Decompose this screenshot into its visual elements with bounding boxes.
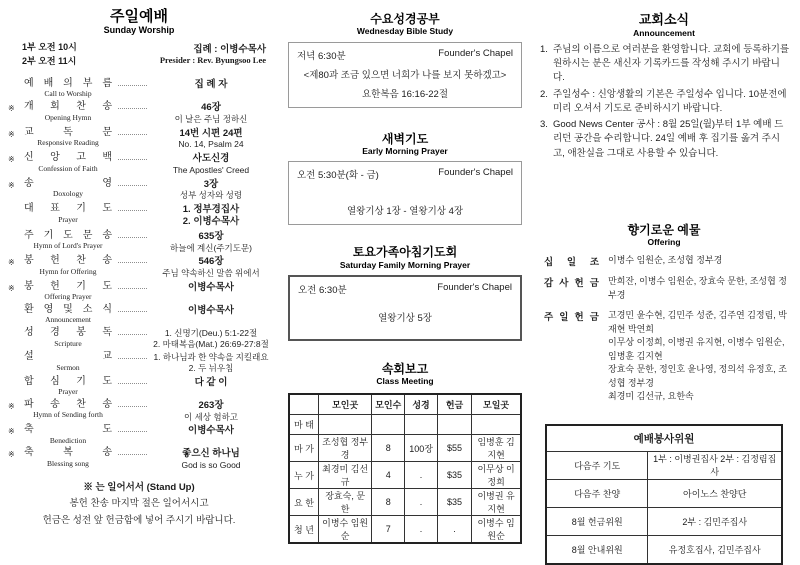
order-value-main: 이병수목사 <box>188 304 234 316</box>
cell-place-met: 최경미 김선규 <box>318 462 371 489</box>
spacer <box>288 108 522 132</box>
stand-mark: ※ <box>8 180 15 190</box>
cell-next-place: 임병훈 김지현 <box>472 435 521 462</box>
announcement-list <box>540 43 790 161</box>
announcement-number: 1. <box>540 43 548 55</box>
announcement-item <box>540 43 790 86</box>
offering-hymn-note: 봉헌 찬송 마지막 절은 일어서시고 <box>69 498 209 510</box>
worship-item-row <box>8 351 270 373</box>
offering-box-note: 헌금은 성전 앞 헌금함에 넣어 주시기 바랍니다. <box>42 515 236 527</box>
order-label-korean: 성 경 봉 독 <box>24 327 112 339</box>
service-committee-table <box>545 424 783 565</box>
order-value-sub: 이 날은 주님 정하신 <box>174 113 248 124</box>
order-label-korean: 봉 헌 기 도 <box>24 280 112 292</box>
class-meeting-table <box>288 393 522 544</box>
order-label-english: Hymn of Lord's Prayer <box>33 241 103 251</box>
order-value <box>152 281 270 294</box>
worship-order-list <box>8 78 270 471</box>
col-header-next-place: 모일곳 <box>472 394 521 415</box>
order-label-english: Prayer <box>58 214 78 224</box>
order-value <box>152 152 270 176</box>
cell-next-place <box>472 415 521 435</box>
order-value <box>152 78 270 91</box>
class-meeting-row <box>289 415 521 435</box>
cell-next-place: 이병권 유지현 <box>472 489 521 516</box>
order-label-english: Benediction <box>49 435 87 445</box>
order-label <box>21 101 115 122</box>
order-value-sub: God is so Good <box>181 460 241 471</box>
order-label <box>21 424 115 445</box>
order-value-sub: The Apostles' Creed <box>172 164 250 175</box>
order-value-sub: 2. 두 뉘우침 <box>188 362 234 373</box>
committee-role: 다음주 찬양 <box>546 479 648 507</box>
worship-item-row <box>8 230 270 254</box>
dotted-leader <box>118 255 147 263</box>
worship-item-row <box>8 152 270 176</box>
class-meeting-subtitle: Class Meeting <box>376 376 434 387</box>
stand-mark: ※ <box>8 104 15 114</box>
order-label-korean: 주 기 도 문 송 <box>24 229 112 241</box>
dotted-leader <box>118 351 147 359</box>
order-value-main: 좋으신 하나님 <box>182 448 240 460</box>
early-prayer-passage: 열왕기상 1장 - 열왕기상 4장 <box>346 206 464 218</box>
order-label <box>21 351 115 372</box>
announcement-text: 주님의 이름으로 여러분을 환영합니다. 교회에 등록하기를 원하시는 분은 새신자 기록카드를 작성해 주시기 바랍니다. <box>553 43 790 84</box>
order-label-korean: 합 심 기 도 <box>24 375 112 387</box>
committee-role: 8월 헌금위원 <box>546 507 648 535</box>
order-label-korean: 교 독 문 <box>24 126 112 138</box>
order-label-english: Hymn for Offering <box>39 266 97 276</box>
order-label-korean: 예 배 의 부 름 <box>24 77 112 89</box>
order-label-english: Hymn of Sending forth <box>33 410 103 420</box>
order-value-main: 3장 <box>203 178 219 190</box>
bible-study-box <box>288 42 522 108</box>
bible-study-title: 수요성경공부 <box>370 12 440 26</box>
order-label-english: Opening Hymn <box>44 112 92 122</box>
order-value <box>152 255 270 279</box>
wednesday-bible-study <box>288 12 522 108</box>
order-label <box>21 399 115 420</box>
col-header-offering: 헌금 <box>437 394 471 415</box>
cell-next-place: 이병수 임원순 <box>472 516 521 544</box>
cell-bible: . <box>405 462 438 489</box>
committee-row <box>546 535 782 564</box>
order-label <box>21 78 115 99</box>
cell-offering: $35 <box>437 462 471 489</box>
worship-item-row <box>8 127 270 151</box>
spacer <box>538 163 790 223</box>
stand-mark: ※ <box>8 155 15 165</box>
offering-section <box>538 223 790 404</box>
sunday-worship-section <box>0 0 272 527</box>
order-value <box>152 304 270 317</box>
order-label-korean: 설 교 <box>24 351 112 363</box>
offering-title: 향기로운 예물 <box>627 222 701 237</box>
sunday-offering-entry <box>538 309 790 404</box>
order-value-main: 546장 <box>198 256 224 268</box>
saturday-prayer-title: 토요가족아침기도회 <box>352 245 458 260</box>
worship-item-row <box>8 78 270 99</box>
stand-mark <box>8 351 21 354</box>
announcement-item <box>540 118 790 161</box>
stand-mark: ※ <box>8 450 15 460</box>
order-value <box>152 399 270 423</box>
order-label <box>21 178 115 199</box>
committee-row <box>546 507 782 535</box>
order-value-main: 이병수목사 <box>188 425 234 437</box>
presider-korean: 집례 : 이병수목사 <box>193 44 266 56</box>
dotted-leader <box>118 152 147 160</box>
cell-bible: 100장 <box>405 435 438 462</box>
order-value-main: 263장 <box>198 399 224 411</box>
early-morning-prayer <box>288 132 522 226</box>
committee-person: 1부 : 이병권집사 2부 : 김정림집사 <box>648 451 782 479</box>
stand-mark: ※ <box>8 258 15 268</box>
stand-mark <box>8 230 21 233</box>
order-label <box>21 376 115 397</box>
early-prayer-box-header <box>297 167 513 181</box>
cell-attendance: 8 <box>372 435 405 462</box>
cell-class-name: 마 가 <box>289 435 318 462</box>
order-value-sub: 2. 이병수목사 <box>182 215 240 227</box>
cell-attendance: 4 <box>372 462 405 489</box>
stand-mark: ※ <box>8 401 15 411</box>
spacer <box>288 225 522 245</box>
sunday-offering-label: 주 일 헌 금 <box>544 312 599 324</box>
saturday-prayer-box-header <box>298 282 512 296</box>
early-prayer-place: Founder's Chapel <box>438 167 513 179</box>
dotted-leader <box>118 230 147 238</box>
worship-item-row <box>8 178 270 202</box>
order-label-korean: 대 표 기 도 <box>24 203 112 215</box>
committee-title: 예배봉사위원 <box>546 425 782 452</box>
committee-title-row <box>546 425 782 452</box>
worship-item-row <box>8 376 270 397</box>
worship-item-row <box>8 255 270 279</box>
early-prayer-box <box>288 161 522 225</box>
order-label-korean: 축 도 <box>24 424 112 436</box>
church-news-subtitle: Announcement <box>633 27 695 38</box>
names-line: 이무상 이정희, 이병권 유지현, 이병수 임원순, 임병훈 김지현 <box>608 337 785 361</box>
order-value <box>152 178 270 202</box>
dotted-leader <box>118 447 147 455</box>
cell-bible <box>405 415 438 435</box>
order-label-english: Prayer <box>58 387 78 397</box>
bible-study-box-header <box>297 48 513 62</box>
service-time-2: 2부 오전 11시 <box>22 55 77 66</box>
order-label-english: Offering Prayer <box>44 292 92 302</box>
news-section <box>532 0 800 555</box>
committee-person: 유정호집사, 김민주집사 <box>648 535 782 564</box>
sunday-offering-names <box>608 309 790 404</box>
cell-offering: . <box>437 516 471 544</box>
dotted-leader <box>118 127 147 135</box>
stand-mark: ※ <box>8 283 15 293</box>
cell-bible: . <box>405 516 438 544</box>
order-label-korean: 개 회 찬 송 <box>24 101 112 113</box>
dotted-leader <box>118 399 147 407</box>
dotted-leader <box>118 78 147 86</box>
cell-place-met: 조성협 정부경 <box>318 435 371 462</box>
cell-place-met: 장효숙, 문한 <box>318 489 371 516</box>
order-value-main: 집 례 자 <box>194 78 228 90</box>
weekly-meetings-section <box>272 0 532 542</box>
dotted-leader <box>118 178 147 186</box>
announcement-number: 2. <box>540 88 548 100</box>
class-meeting-row <box>289 462 521 489</box>
worship-item-row <box>8 203 270 228</box>
cell-class-name: 누 가 <box>289 462 318 489</box>
order-value-main: 1. 신명기(Deu.) 5:1-22절 <box>164 328 258 339</box>
stand-mark: ※ <box>8 129 15 139</box>
stand-mark <box>8 203 21 206</box>
order-label <box>21 327 115 348</box>
order-label-korean: 송 영 <box>24 177 112 189</box>
stand-mark <box>8 327 21 330</box>
worship-item-row <box>8 399 270 423</box>
saturday-family-prayer <box>288 245 522 341</box>
saturday-prayer-passage: 열왕기상 5장 <box>378 312 432 324</box>
church-news <box>538 12 790 161</box>
order-value-sub: 성부 성자와 성령 <box>179 190 243 201</box>
names-line: 장효숙 문한, 정인호 윤나영, 정의석 유정호, 조성협 정부경 <box>608 364 787 388</box>
cell-offering: $55 <box>437 435 471 462</box>
order-label-english: Doxology <box>53 189 83 199</box>
cell-place-met <box>318 415 371 435</box>
stand-mark <box>8 78 21 81</box>
order-label-english: Confession of Faith <box>38 163 98 173</box>
names-line: 이병수 임원순, 조성협 정부경 <box>608 255 723 266</box>
cell-class-name: 마 태 <box>289 415 318 435</box>
bible-study-time: 저녁 6:30분 <box>297 50 346 62</box>
service-times <box>22 41 77 69</box>
order-value <box>152 203 270 228</box>
cell-class-name: 요 한 <box>289 489 318 516</box>
order-value <box>152 376 270 389</box>
worship-footnotes <box>8 480 270 530</box>
names-line: 최경미 김선규, 요한속 <box>608 391 694 402</box>
class-meeting-row <box>289 489 521 516</box>
cell-offering <box>437 415 471 435</box>
stand-mark <box>8 376 21 379</box>
saturday-prayer-box <box>288 275 522 341</box>
committee-role: 다음주 기도 <box>546 451 648 479</box>
worship-item-row <box>8 424 270 445</box>
cell-class-name: 청 년 <box>289 516 318 544</box>
order-value <box>152 127 270 151</box>
thanksgiving-names <box>608 275 790 302</box>
names-line: 고경민 윤수현, 김민주 성준, 김주연 김정림, 박재현 박연희 <box>608 310 787 334</box>
col-header-attendance: 모인수 <box>372 394 405 415</box>
announcement-text: 주일성수 : 신앙생활의 기본은 주일성수 입니다. 10분전에 미리 오셔서 기도로 준비하시기 바랍니다. <box>553 88 787 114</box>
bible-study-passage: 요한복음 16:16-22절 <box>361 88 449 100</box>
service-time-1: 1부 오전 10시 <box>22 42 77 53</box>
class-meeting-report <box>288 362 522 545</box>
order-value-sub: 하늘에 계신(주기도문) <box>170 242 252 253</box>
committee-row <box>546 479 782 507</box>
order-value-main: 1. 정부경집사 <box>182 204 240 216</box>
worship-item-row <box>8 304 270 325</box>
church-news-title: 교회소식 <box>638 12 690 27</box>
announcement-text: Good News Center 공사 : 8월 25일(월)부터 1부 예배 드리던 공간을 수리합니다. 24일 예배 후 집기를 옮겨 주시고, 애찬실을 그대로 사용할 수 있습니다. <box>553 119 784 159</box>
order-value <box>152 424 270 437</box>
order-value <box>152 351 270 373</box>
cell-place-met: 이병수 임원순 <box>318 516 371 544</box>
early-prayer-title: 새벽기도 <box>381 131 429 146</box>
order-label-english: Responsive Reading <box>37 138 99 148</box>
col-header-place-met: 모인곳 <box>318 394 371 415</box>
bible-study-place: Founder's Chapel <box>438 47 513 59</box>
order-value-main: 1. 하나님과 한 약속을 지킬래요 <box>153 352 269 363</box>
announcement-number: 3. <box>540 119 548 131</box>
dotted-leader <box>118 203 147 211</box>
worship-item-row <box>8 447 270 471</box>
dotted-leader <box>118 281 147 289</box>
bible-study-subtitle: Wednesday Bible Study <box>356 26 454 37</box>
early-prayer-subtitle: Early Morning Prayer <box>362 145 448 156</box>
stand-mark <box>8 304 21 307</box>
worship-item-row <box>8 327 270 349</box>
sunday-worship-subtitle: Sunday Worship <box>103 25 175 36</box>
cell-attendance: 7 <box>372 516 405 544</box>
order-value-main: 다 같 이 <box>194 376 228 388</box>
committee-person: 2부 : 김민주집사 <box>648 507 782 535</box>
order-label <box>21 281 115 302</box>
order-label <box>21 230 115 251</box>
order-label-korean: 파 송 찬 송 <box>24 398 112 410</box>
order-label <box>21 255 115 276</box>
saturday-prayer-subtitle: Saturday Family Morning Prayer <box>339 259 471 270</box>
dotted-leader <box>118 101 147 109</box>
order-value-sub: 이 세상 험하고 <box>184 411 238 422</box>
order-label <box>21 152 115 173</box>
saturday-prayer-place: Founder's Chapel <box>437 281 512 293</box>
names-line: 만희잔, 이병수 임원순, 장효숙 문한, 조성협 정부경 <box>608 276 787 300</box>
cell-attendance <box>372 415 405 435</box>
order-value-sub: No. 14, Psalm 24 <box>178 139 244 150</box>
offering-subtitle: Offering <box>647 237 681 248</box>
committee-row <box>546 451 782 479</box>
tithe-names <box>608 254 790 268</box>
dotted-leader <box>118 327 147 335</box>
order-label-english: Call to Worship <box>44 89 92 99</box>
cell-offering: $35 <box>437 489 471 516</box>
thanksgiving-label: 감 사 헌 금 <box>544 278 599 290</box>
committee-role: 8월 안내위원 <box>546 535 648 564</box>
order-value-sub: 2. 마태복음(Mat.) 26:69-27:8절 <box>153 338 269 349</box>
order-label-english: Scripture <box>54 338 82 348</box>
class-meeting-header-row <box>289 394 521 415</box>
order-label <box>21 447 115 468</box>
thanksgiving-entry <box>538 275 790 302</box>
col-header-bible: 성경 <box>405 394 438 415</box>
order-value <box>152 230 270 254</box>
worship-item-row <box>8 281 270 302</box>
sunday-worship-title: 주일예배 <box>110 8 168 25</box>
offering-entries <box>538 254 790 404</box>
cell-attendance: 8 <box>372 489 405 516</box>
announcement-item <box>540 88 790 117</box>
spacer <box>288 341 522 362</box>
order-label-korean: 환 영 및 소 식 <box>24 303 112 315</box>
order-label <box>21 304 115 325</box>
order-value-sub: 주님 약속하신 말씀 위에서 <box>162 268 260 279</box>
bible-study-lesson: <제80과 조금 있으면 너희가 나를 보지 못하겠고> <box>303 69 507 81</box>
order-label <box>21 127 115 148</box>
tithe-label: 십 일 조 <box>544 257 599 269</box>
early-prayer-time: 오전 5:30분(화 - 금) <box>297 170 379 182</box>
dotted-leader <box>118 424 147 432</box>
worship-header-row <box>22 41 266 69</box>
tithe-entry <box>538 254 790 268</box>
order-value-main: 사도신경 <box>192 153 230 165</box>
saturday-prayer-time: 오전 6:30분 <box>298 284 347 296</box>
order-label <box>21 203 115 224</box>
class-meeting-title: 속회보고 <box>381 361 429 376</box>
presider <box>160 41 266 69</box>
order-value <box>152 447 270 471</box>
cell-next-place: 이무상 이정희 <box>472 462 521 489</box>
cell-bible: . <box>405 489 438 516</box>
presider-english: Presider : Rev. Byungsoo Lee <box>159 55 266 66</box>
stand-up-note: ※ 는 일어서서 (Stand Up) <box>83 481 195 493</box>
order-value <box>152 327 270 349</box>
order-value-main: 이병수목사 <box>188 281 234 293</box>
order-label-english: Blessing song <box>47 458 89 468</box>
dotted-leader <box>118 304 147 312</box>
order-value-main: 635장 <box>198 230 224 242</box>
order-label-english: Announcement <box>45 315 91 325</box>
order-value-main: 46장 <box>201 102 221 114</box>
committee-person: 아이노스 찬양단 <box>648 479 782 507</box>
dotted-leader <box>118 376 147 384</box>
order-label-korean: 봉 헌 찬 송 <box>24 255 112 267</box>
col-header-blank <box>289 394 318 415</box>
order-value-main: 14번 시편 24편 <box>179 127 243 139</box>
order-value <box>152 101 270 125</box>
worship-item-row <box>8 101 270 125</box>
order-label-korean: 신 앙 고 백 <box>24 152 112 164</box>
stand-mark: ※ <box>8 427 15 437</box>
class-meeting-row <box>289 435 521 462</box>
order-label-english: Sermon <box>56 362 80 372</box>
order-label-korean: 축 복 송 <box>24 447 112 459</box>
class-meeting-row <box>289 516 521 544</box>
